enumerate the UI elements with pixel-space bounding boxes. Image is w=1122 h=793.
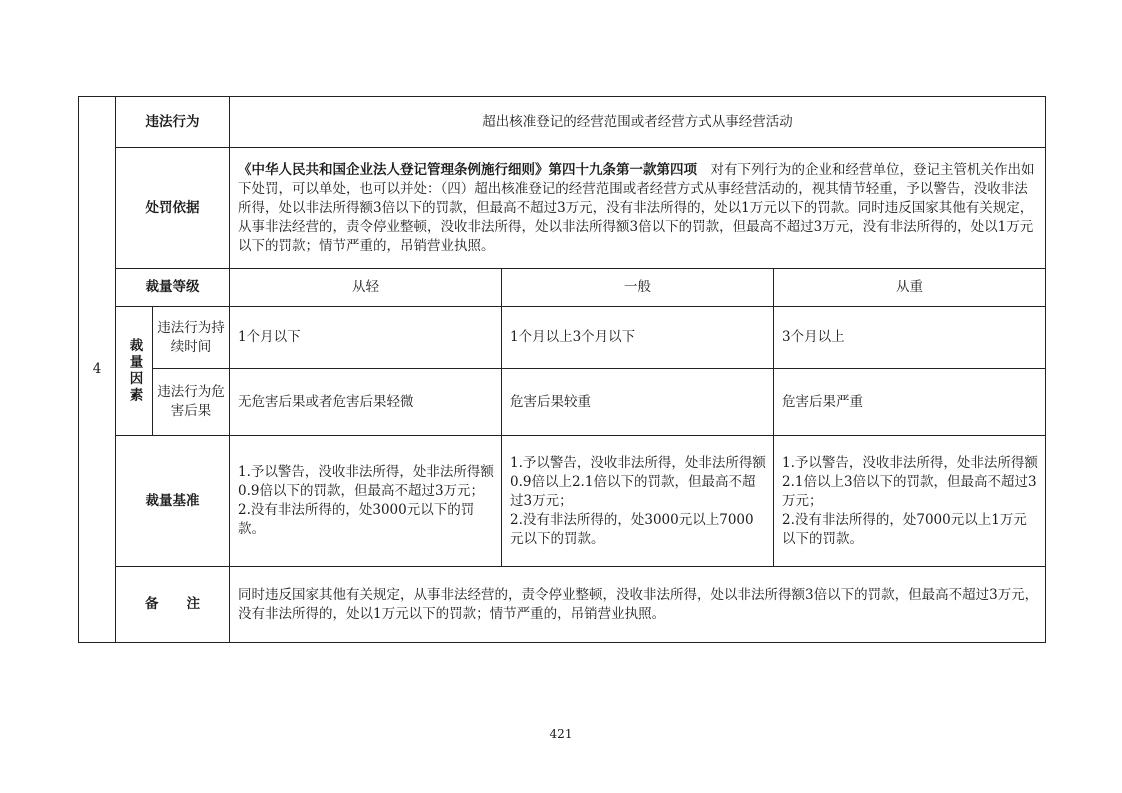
remarks-label-cell bbox=[116, 567, 230, 643]
harm-heavy: 危害后果严重 bbox=[774, 369, 1046, 436]
remarks-label: 备注 bbox=[145, 596, 228, 612]
harm-light: 无危害后果或者危害后果轻微 bbox=[230, 369, 502, 436]
standard-label: 裁量基准 bbox=[116, 436, 230, 567]
basis-label: 处罚依据 bbox=[116, 148, 230, 269]
remarks-text: 同时违反国家其他有关规定，从事非法经营的，责令停业整顿，没收非法所得，处以非法所得额3倍以下的罚款，但最高不超过3万元，没有非法所得的，处以1万元以下的罚款；情节严重的，吊销营业执照。 bbox=[230, 567, 1046, 643]
factors-label-cell bbox=[116, 307, 153, 436]
level-general: 一般 bbox=[502, 269, 774, 307]
basis-title: 《中华人民共和国企业法人登记管理条例施行细则》第四十九条第一款第四项 bbox=[238, 161, 697, 178]
duration-light: 1个月以下 bbox=[230, 307, 502, 369]
level-light: 从轻 bbox=[230, 269, 502, 307]
basis-content bbox=[230, 148, 1046, 269]
duration-general: 1个月以上3个月以下 bbox=[502, 307, 774, 369]
standard-heavy: 1.予以警告，没收非法所得，处非法所得额2.1倍以上3倍以下的罚款，但最高不超过3万元； 2.没有非法所得的，处7000元以上1万元以下的罚款。 bbox=[774, 436, 1046, 567]
level-heavy: 从重 bbox=[774, 269, 1046, 307]
harm-general: 危害后果较重 bbox=[502, 369, 774, 436]
factors-label: 裁量因素 bbox=[126, 338, 143, 404]
standard-general: 1.予以警告，没收非法所得，处非法所得额0.9倍以上2.1倍以下的罚款，但最高不超过3万元； 2.没有非法所得的，处3000元以上7000元以下的罚款。 bbox=[502, 436, 774, 567]
basis-text: 对有下列行为的企业和经营单位，登记主管机关作出如下处罚，可以单处，也可以并处：（四）超出核准登记的经营范围或者经营方式从事经营活动的，视其情节轻重，予以警告，没收非法所得，处以非法所得额3倍以下的罚款，但最高不超过3万元，没有非法所得的，处以1万元以下的罚款。同时违反国家其他有关规定，从事非法经营的，责令停业整顿，没收非法所得，处以非法所得额3倍以下的罚款，但最高不超过3万元，没有非法所得的，处以1万元以下的罚款；情节严重的，吊销营业执照。 bbox=[238, 161, 1035, 254]
duration-label: 违法行为持续时间 bbox=[153, 307, 230, 369]
page-number: 421 bbox=[549, 727, 573, 741]
violation-value: 超出核准登记的经营范围或者经营方式从事经营活动 bbox=[230, 97, 1046, 148]
violation-label: 违法行为 bbox=[116, 97, 230, 148]
harm-label: 违法行为危害后果 bbox=[153, 369, 230, 436]
penalty-table bbox=[78, 96, 1046, 643]
duration-heavy: 3个月以上 bbox=[774, 307, 1046, 369]
row-number: 4 bbox=[79, 97, 116, 643]
standard-light: 1.予以警告，没收非法所得，处非法所得额0.9倍以下的罚款，但最高不超过3万元； 2.没有非法所得的，处3000元以下的罚款。 bbox=[230, 436, 502, 567]
levels-label: 裁量等级 bbox=[116, 269, 230, 307]
